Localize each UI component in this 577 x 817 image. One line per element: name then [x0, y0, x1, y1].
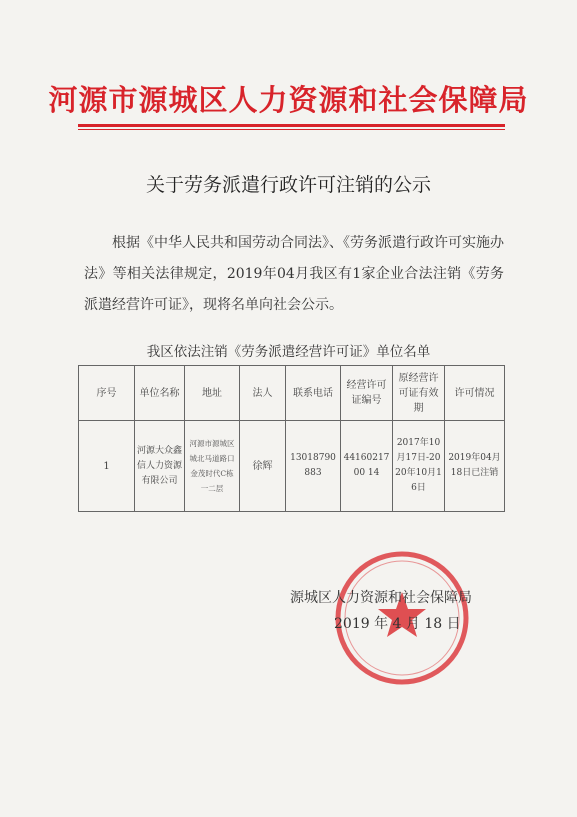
header-cell-phone: 联系电话 — [286, 366, 341, 421]
organization-header: 河源市源城区人力资源和社会保障局 — [48, 83, 529, 117]
header-divider-thin — [78, 129, 505, 130]
cell-address: 河源市源城区城北马道路口金茂时代C栋一二层 — [185, 421, 240, 512]
header-cell-company: 单位名称 — [135, 366, 185, 421]
header-cell-address: 地址 — [185, 366, 240, 421]
cell-legal-rep: 徐辉 — [240, 421, 286, 512]
deregistration-table — [78, 365, 505, 512]
cell-license-no: 4416021700 14 — [341, 421, 393, 512]
header-cell-validity: 原经营许可证有效期 — [393, 366, 445, 421]
header-cell-legal-rep: 法人 — [240, 366, 286, 421]
header-cell-no: 序号 — [79, 366, 135, 421]
cell-status: 2019年04月18日已注销 — [445, 421, 505, 512]
table-row — [79, 421, 505, 512]
body-paragraph: 根据《中华人民共和国劳动合同法》、《劳务派遣行政许可实施办法》等相关法律规定，2019年04月我区有1家企业合法注销《劳务派遣经营许可证》，现将名单向社会公示。 — [84, 235, 504, 313]
header-cell-status: 许可情况 — [445, 366, 505, 421]
signing-organization: 源城区人力资源和社会保障局 — [290, 590, 472, 606]
table-title: 我区依法注销《劳务派遣经营许可证》单位名单 — [146, 344, 431, 360]
cell-company: 河源大众鑫信人力资源有限公司 — [135, 421, 185, 512]
cell-phone: 13018790883 — [286, 421, 341, 512]
cell-no: 1 — [79, 421, 135, 512]
cell-validity: 2017年10月17日-2020年10月16日 — [393, 421, 445, 512]
header-cell-license-no: 经营许可证编号 — [341, 366, 393, 421]
header-divider-thick — [78, 124, 505, 127]
document-title: 关于劳务派遣行政许可注销的公示 — [145, 174, 431, 196]
signing-date: 2019 年 4 月 18 日 — [334, 616, 461, 632]
table-header-row — [79, 366, 505, 421]
